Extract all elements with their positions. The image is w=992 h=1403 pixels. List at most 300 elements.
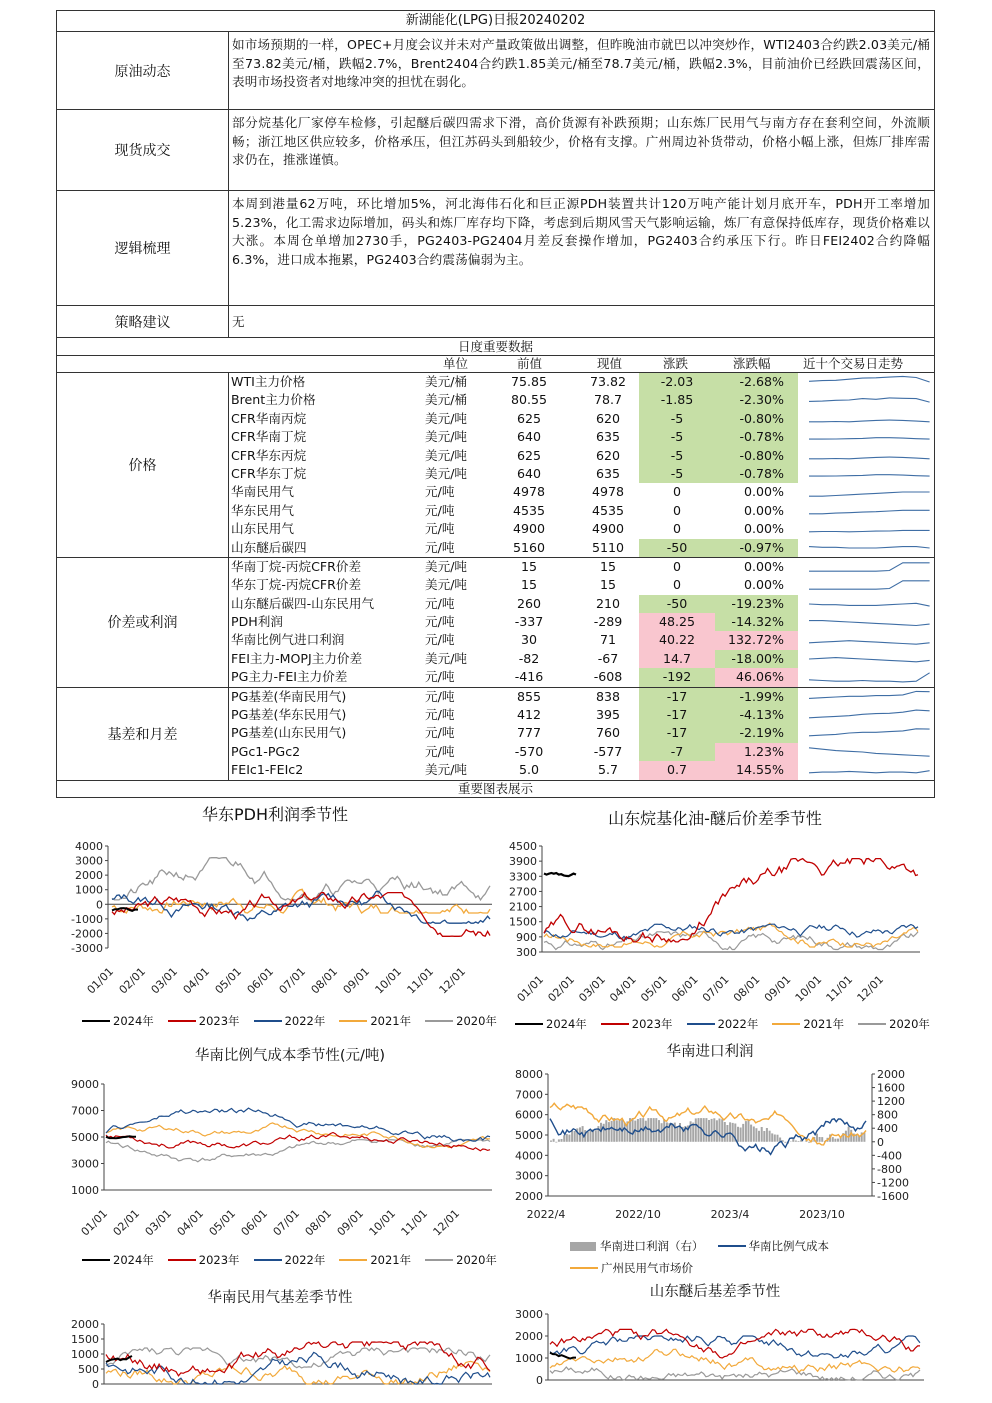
x-tick-label: 2022/4 <box>526 1208 566 1221</box>
y-tick-label: 5000 <box>71 1131 99 1144</box>
cell-chg: -5 <box>639 465 715 483</box>
series-2022 <box>550 1336 920 1358</box>
cell-prev: 625 <box>516 410 542 426</box>
cell-pct: -0.97% <box>715 539 798 557</box>
cell-prev: 412 <box>516 707 542 723</box>
cell-prev: 75.85 <box>510 374 548 389</box>
cell-name: FEI主力-MOPJ主力价差 <box>231 650 363 666</box>
cell-name: CFR华东丙烷 <box>231 447 307 463</box>
profit-bar <box>632 1118 634 1142</box>
series-2024 <box>550 1353 576 1359</box>
y2-tick-label: 1200 <box>877 1095 905 1109</box>
cell-pct: -4.13% <box>715 706 798 724</box>
profit-bar <box>837 1139 839 1142</box>
x-tick-label: 07/01 <box>270 1206 303 1239</box>
legend-label: 2021年 <box>370 1014 412 1028</box>
profit-bar <box>732 1123 734 1142</box>
cell-chg: 0 <box>672 577 681 593</box>
series-2020 <box>112 858 490 900</box>
sparkline-path <box>809 546 930 547</box>
sparkline-path <box>809 621 930 626</box>
profit-bar <box>698 1118 700 1142</box>
profit-bar <box>798 1141 800 1142</box>
profit-bar <box>647 1118 649 1142</box>
sparkline-path <box>809 603 930 606</box>
cell-name: 华南比例气进口利润 <box>231 632 345 648</box>
x-tick-label: 04/01 <box>180 964 213 997</box>
cell-unit: 元/吨 <box>425 484 455 500</box>
legend-cost <box>82 1252 511 1268</box>
legend-item <box>718 1238 830 1254</box>
data-row <box>229 613 934 631</box>
cell-cur: 73.82 <box>589 374 627 389</box>
cell-name: 华南民用气 <box>231 484 294 500</box>
x-tick-label: 11/01 <box>823 972 856 1005</box>
legend-item <box>772 1016 844 1032</box>
cell-unit: 美元/吨 <box>425 465 468 481</box>
cell-cur: 760 <box>595 725 621 741</box>
legend-label: 2021年 <box>803 1017 845 1031</box>
x-tick-label: 11/01 <box>404 964 437 997</box>
y-tick-label: 3000 <box>515 1169 543 1183</box>
trend-sparkline <box>805 762 935 778</box>
y-tick-label: 300 <box>516 946 537 959</box>
profit-bar <box>645 1121 647 1142</box>
legend-swatch <box>254 1259 282 1262</box>
sparkline-path <box>809 691 930 698</box>
legend-swatch <box>339 1259 367 1262</box>
legend-item <box>570 1260 693 1276</box>
cost-series <box>106 1108 490 1162</box>
trend-sparkline <box>805 689 935 705</box>
legend-item <box>570 1238 704 1254</box>
x-tick-label: 10/01 <box>366 1206 399 1239</box>
section-crude <box>57 32 934 110</box>
cell-chg: -50 <box>639 595 715 613</box>
header-chg: 涨跌 <box>663 356 689 371</box>
profit-bar <box>755 1128 757 1142</box>
cell-chg: -17 <box>639 724 715 742</box>
cell-pct: 1.23% <box>715 743 798 761</box>
cell-pct: -0.80% <box>715 447 798 465</box>
chart-import <box>500 1066 930 1226</box>
cell-chg: 0 <box>672 521 681 537</box>
profit-bar <box>574 1131 576 1142</box>
y-tick-label: 0 <box>536 1374 543 1387</box>
profit-bar <box>834 1139 836 1142</box>
cell-chg: -1.85 <box>639 391 715 409</box>
profit-bar <box>558 1139 560 1141</box>
profit-bar <box>561 1139 563 1142</box>
y-tick-label: 2700 <box>509 885 537 899</box>
cell-unit: 元/吨 <box>425 743 455 759</box>
profit-bar <box>758 1131 760 1142</box>
cell-name: CFR华东丁烷 <box>231 465 307 481</box>
data-row <box>229 743 934 761</box>
report-table <box>56 10 935 798</box>
y-tick-label: 1500 <box>509 915 537 929</box>
sparkline-path <box>809 510 930 514</box>
legend-item <box>687 1016 759 1032</box>
sparkline-path <box>809 729 930 736</box>
y-tick-label: 2000 <box>515 1190 543 1203</box>
legend-label: 2020年 <box>889 1017 930 1031</box>
data-row <box>229 558 934 576</box>
cell-unit: 美元/吨 <box>425 429 468 445</box>
cell-pct: 0.00% <box>743 521 784 537</box>
chart-title-sdbasis: 山东醚后基差季节性 <box>649 1284 781 1300</box>
y2-tick-label: -800 <box>877 1162 902 1176</box>
x-tick-label: 09/01 <box>761 972 794 1005</box>
cell-chg: 0 <box>672 558 681 574</box>
profit-bar <box>616 1120 618 1142</box>
cell-prev: 640 <box>516 465 542 481</box>
group-label: 价格 <box>57 373 229 557</box>
cell-name: WTI主力价格 <box>231 374 306 389</box>
profit-bar <box>771 1133 773 1141</box>
legend-label: 华南比例气成本 <box>748 1239 829 1253</box>
data-row <box>229 706 934 724</box>
y-tick-label: 0 <box>96 898 103 912</box>
trend-sparkline <box>805 374 935 390</box>
x-tick-label: 11/01 <box>398 1206 431 1239</box>
trend-sparkline <box>805 651 935 667</box>
y-tick-label: 2000 <box>71 1318 99 1331</box>
cell-pct: -0.78% <box>715 465 798 483</box>
profit-bar <box>605 1120 607 1142</box>
cell-chg: -5 <box>639 447 715 465</box>
cell-name: 华东民用气 <box>231 502 294 518</box>
alky-axes <box>509 840 920 1005</box>
chart-cost <box>56 1072 496 1282</box>
y-tick-label: -2000 <box>71 927 103 941</box>
x-tick-label: 08/01 <box>302 1206 335 1239</box>
sparkline-path <box>809 457 930 459</box>
profit-bar <box>566 1134 568 1142</box>
cell-name: PG基差(华南民用气) <box>231 688 347 704</box>
cell-cur: 71 <box>599 632 617 648</box>
x-tick-label: 05/01 <box>206 1206 239 1239</box>
trend-sparkline <box>805 596 935 612</box>
legend-label: 2021年 <box>370 1253 412 1267</box>
daily-data-title: 日度重要数据 <box>57 338 934 356</box>
cell-prev: 30 <box>520 632 538 648</box>
cell-pct: -0.78% <box>715 428 798 446</box>
profit-bar <box>587 1132 589 1142</box>
data-row <box>229 761 934 779</box>
profit-bar <box>550 1141 552 1142</box>
data-row <box>229 465 934 483</box>
profit-bar <box>608 1122 610 1142</box>
data-row <box>229 631 934 649</box>
legend-item <box>425 1013 497 1029</box>
y-tick-label: 1000 <box>75 883 103 897</box>
legend-item <box>168 1013 240 1029</box>
cell-cur: 635 <box>595 429 621 445</box>
legend-import <box>570 1238 870 1276</box>
legend-item <box>254 1252 326 1268</box>
data-row <box>229 447 934 465</box>
cell-name: 山东醚后碳四 <box>231 539 307 555</box>
cell-cur: 395 <box>595 707 621 723</box>
import-axes <box>515 1068 909 1221</box>
trend-sparkline <box>805 448 935 464</box>
cell-unit: 美元/吨 <box>425 762 468 778</box>
cell-name: 山东醚后碳四-山东民用气 <box>231 595 375 611</box>
daily-data-header <box>57 356 934 372</box>
x-tick-label: 12/01 <box>430 1206 463 1239</box>
cell-name: 山东民用气 <box>231 521 294 537</box>
profit-bar <box>708 1120 710 1142</box>
cell-name: CFR华南丙烷 <box>231 410 307 426</box>
profit-bar <box>750 1125 752 1142</box>
data-row <box>229 502 934 520</box>
cell-cur: 838 <box>595 688 621 704</box>
profit-bar <box>777 1135 779 1142</box>
cell-pct: 14.55% <box>715 761 798 779</box>
chart-title-import: 华南进口利润 <box>666 1044 754 1060</box>
legend-label: 2023年 <box>198 1014 240 1028</box>
y-tick-label: 1500 <box>71 1333 99 1346</box>
legend-item <box>82 1252 154 1268</box>
cell-unit: 元/吨 <box>425 707 455 723</box>
cell-pct: 0.00% <box>743 484 784 500</box>
legend-item <box>601 1016 673 1032</box>
cell-cur: -608 <box>593 669 623 685</box>
legend-label: 2020年 <box>456 1014 497 1028</box>
profit-bar <box>766 1128 768 1142</box>
y2-tick-label: 0 <box>877 1135 884 1149</box>
x-tick-label: 02/01 <box>110 1206 143 1239</box>
chart-title-alky: 山东烷基化油-醚后价差季节性 <box>608 809 822 828</box>
cell-name: PG基差(山东民用气) <box>231 725 347 741</box>
profit-bar <box>774 1135 776 1142</box>
cell-cur: 635 <box>595 465 621 481</box>
legend-label: 华南进口利润（右） <box>600 1239 704 1253</box>
trend-sparkline <box>805 411 935 427</box>
profit-bar <box>711 1119 713 1142</box>
profit-bar <box>713 1118 715 1141</box>
trend-sparkline <box>805 632 935 648</box>
cell-pct: 0.00% <box>743 502 784 518</box>
legend-swatch <box>772 1023 800 1026</box>
profit-bar <box>848 1127 850 1142</box>
x-tick-label: 05/01 <box>638 972 670 1005</box>
cell-pct: -1.99% <box>715 688 798 706</box>
legend-swatch <box>425 1020 453 1023</box>
cell-cur: 15 <box>599 558 617 574</box>
cell-unit: 元/吨 <box>425 688 455 704</box>
series-2021 <box>544 923 918 947</box>
trend-sparkline <box>805 466 935 482</box>
cell-name: Brent主力价格 <box>231 392 316 408</box>
cell-chg: -5 <box>639 428 715 446</box>
profit-bar <box>748 1120 750 1141</box>
trend-sparkline <box>805 540 935 556</box>
cell-chg: -17 <box>639 706 715 724</box>
header-pct: 涨跌幅 <box>733 356 771 371</box>
sparkline-path <box>809 531 930 532</box>
series-2024 <box>544 873 576 876</box>
section-strategy <box>57 306 934 338</box>
cell-chg: -2.03 <box>639 373 715 391</box>
y-tick-label: 2000 <box>515 1330 543 1343</box>
cell-pct: -19.23% <box>715 595 798 613</box>
group-basis <box>57 687 934 780</box>
group-rows <box>229 373 934 557</box>
cell-unit: 元/吨 <box>425 632 455 648</box>
legend-label: 2024年 <box>546 1017 587 1031</box>
legend-label: 2023年 <box>631 1017 673 1031</box>
data-row <box>229 668 934 686</box>
cell-prev: -416 <box>514 669 544 685</box>
legend-item <box>858 1016 930 1032</box>
profit-bar <box>742 1124 744 1142</box>
cell-prev: 5.0 <box>518 762 540 778</box>
cell-prev: 15 <box>520 558 538 574</box>
data-row <box>229 428 934 446</box>
legend-label: 2022年 <box>717 1017 759 1031</box>
legend-swatch <box>168 1259 196 1262</box>
series-2023 <box>544 859 918 942</box>
legend-swatch <box>718 1245 746 1248</box>
cell-unit: 元/吨 <box>425 595 455 611</box>
cell-unit: 美元/吨 <box>425 410 468 426</box>
data-row <box>229 410 934 428</box>
cell-cur: 620 <box>595 447 621 463</box>
trend-sparkline <box>805 577 935 593</box>
x-tick-label: 02/01 <box>545 972 578 1005</box>
profit-bar <box>763 1131 765 1142</box>
profit-bar <box>705 1118 707 1142</box>
cell-pct: 0.00% <box>743 558 784 574</box>
legend-label: 2020年 <box>456 1253 497 1267</box>
y-tick-label: 8000 <box>515 1068 543 1081</box>
cell-cur: 4535 <box>591 502 625 518</box>
y-tick-label: 0 <box>92 1378 99 1391</box>
cell-unit: 美元/吨 <box>425 558 468 574</box>
sparkline-path <box>809 748 930 756</box>
series-2020 <box>106 1348 490 1368</box>
x-tick-label: 09/01 <box>334 1206 367 1239</box>
group-rows <box>229 558 934 687</box>
profit-bar <box>761 1127 763 1142</box>
cell-prev: 625 <box>516 447 542 463</box>
cell-unit: 美元/吨 <box>425 577 468 593</box>
data-row <box>229 373 934 391</box>
y-tick-label: 3000 <box>71 1157 99 1171</box>
import-series <box>550 1103 866 1154</box>
cell-unit: 元/吨 <box>425 614 455 630</box>
cell-chg: 48.25 <box>639 613 715 631</box>
cell-unit: 元/吨 <box>425 669 455 685</box>
x-tick-label: 03/01 <box>576 972 608 1005</box>
section-text: 如市场预期的一样，OPEC+月度会议并未对产量政策做出调整，但昨晚油市就巴以冲突炒作，WTI2403合约跌2.03美元/桶至73.82美元/桶，跌幅2.7%，Brent2404合约跌1.85美元/桶至78.7美元/桶，跌幅2.3%，目前油价已经跌回震荡区间，表明市场投资者对地缘冲突的担忧在弱化。 <box>232 37 930 90</box>
legend-pdh <box>82 1013 511 1029</box>
trend-sparkline <box>805 707 935 723</box>
y-tick-label: -3000 <box>71 942 103 955</box>
y-tick-label: 4000 <box>515 1149 543 1163</box>
x-tick-label: 02/01 <box>116 964 149 997</box>
legend-swatch <box>168 1020 196 1023</box>
header-cur: 现值 <box>597 356 623 371</box>
profit-bar <box>784 1142 786 1143</box>
y-tick-label: 1000 <box>71 1348 99 1361</box>
y-tick-label: 1000 <box>71 1184 99 1197</box>
y-tick-label: -1000 <box>71 912 103 926</box>
legend-item <box>515 1016 587 1032</box>
cell-chg: 0.7 <box>639 761 715 779</box>
cell-prev: -570 <box>514 743 544 759</box>
cell-name: 华东丁烷-丙烷CFR价差 <box>231 577 362 593</box>
sparkline-path <box>809 710 930 718</box>
y-tick-label: 3000 <box>75 854 103 868</box>
cell-name: PG基差(华东民用气) <box>231 707 347 723</box>
cell-pct: -14.32% <box>715 613 798 631</box>
cell-pct: 0.00% <box>743 577 784 593</box>
data-row <box>229 539 934 557</box>
group-label: 价差或利润 <box>57 558 229 687</box>
y-tick-label: 3300 <box>509 870 537 884</box>
chart-title-pdh: 华东PDH利润季节性 <box>201 805 348 824</box>
y2-tick-label: -400 <box>877 1149 902 1163</box>
y2-tick-label: 1600 <box>877 1081 905 1095</box>
y-tick-label: 1000 <box>515 1352 543 1365</box>
group-label: 基差和月差 <box>57 688 229 780</box>
header-prev: 前值 <box>517 356 543 371</box>
cost-axes <box>71 1078 492 1239</box>
x-tick-label: 2023/10 <box>799 1208 845 1221</box>
y-tick-label: 6000 <box>515 1108 543 1122</box>
legend-item <box>339 1013 411 1029</box>
x-tick-label: 2023/4 <box>710 1208 750 1221</box>
profit-bar <box>671 1123 673 1142</box>
trend-sparkline <box>805 429 935 445</box>
section-label: 策略建议 <box>57 306 229 337</box>
cell-unit: 美元/吨 <box>425 650 468 666</box>
cell-cur: 5110 <box>591 539 625 555</box>
profit-bar <box>819 1137 821 1142</box>
sparkline-path <box>809 492 930 496</box>
trend-sparkline <box>805 521 935 537</box>
profit-bar <box>666 1122 668 1141</box>
cell-chg: -7 <box>639 743 715 761</box>
cell-pct: 46.06% <box>715 668 798 686</box>
cell-cur: 210 <box>595 595 621 611</box>
legend-label: 2022年 <box>284 1253 326 1267</box>
x-tick-label: 10/01 <box>792 972 825 1005</box>
sparkline-path <box>809 563 930 571</box>
cell-name: FEIc1-FEIc2 <box>231 762 304 778</box>
x-tick-label: 06/01 <box>669 972 701 1005</box>
cell-name: PG主力-FEI主力价差 <box>231 669 348 685</box>
cell-cur: 620 <box>595 410 621 426</box>
trend-sparkline <box>805 392 935 408</box>
group-price <box>57 372 934 557</box>
section-text: 部分烷基化厂家停车检修，引起醚后碳四需求下滑，高价货源有补跌预期；山东炼厂民用气与南方存在套利空间，外流顺畅；浙江地区供应较多，价格承压，但江苏码头到船较少，价格有支撑。广州周边补货带动，价格小幅上涨，但炼厂排库需求仍在，推涨谨慎。 <box>232 115 930 168</box>
legend-swatch <box>254 1020 282 1023</box>
legend-item <box>254 1013 326 1029</box>
cell-chg: -50 <box>639 539 715 557</box>
profit-bar <box>611 1121 613 1142</box>
profit-bar <box>740 1128 742 1142</box>
pdh-series <box>112 858 490 937</box>
cell-pct: -18.00% <box>715 650 798 668</box>
series-2022 <box>106 1108 490 1141</box>
legend-swatch <box>601 1023 629 1026</box>
legend-item <box>168 1252 240 1268</box>
legend-label: 2023年 <box>198 1253 240 1267</box>
